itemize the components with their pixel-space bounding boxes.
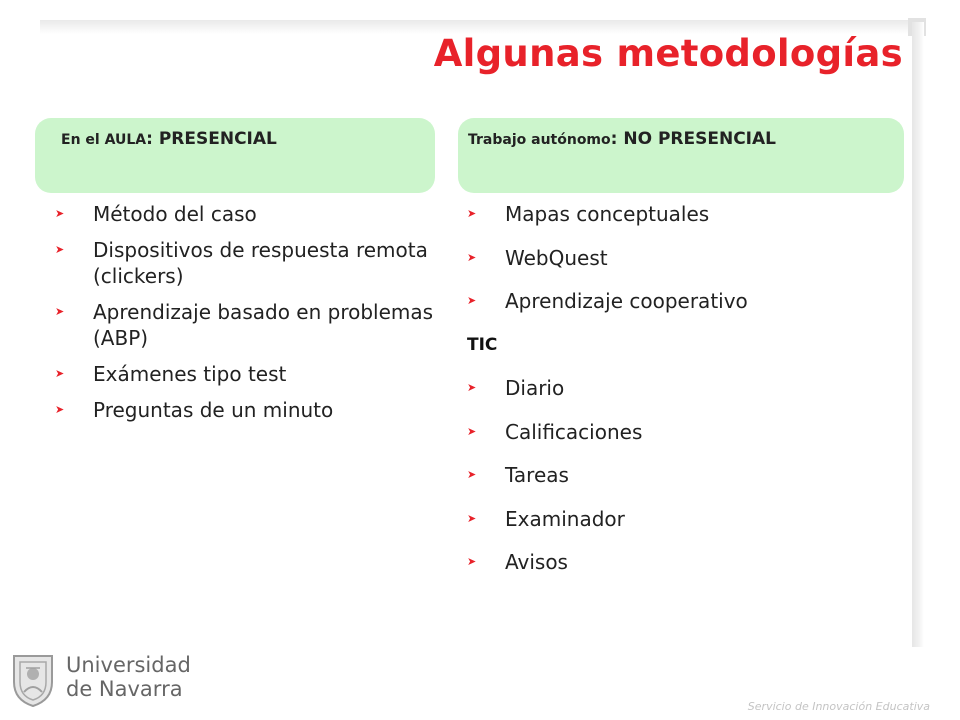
- university-seal-icon: [10, 652, 56, 708]
- right-column-header: [458, 118, 904, 193]
- footer-credit: Servicio de Innovación Educativa: [747, 700, 930, 713]
- arrowhead-bullet-icon: ➤: [55, 243, 65, 256]
- right-decorative-rule: [912, 22, 924, 647]
- arrowhead-bullet-icon: ➤: [467, 250, 477, 264]
- list-item: ➤ Examinador: [467, 506, 625, 531]
- right-method-list: [467, 201, 897, 593]
- list-item: ➤ Aprendizaje basado en problemas (ABP): [55, 300, 434, 350]
- arrowhead-bullet-icon: ➤: [55, 403, 65, 416]
- list-item: ➤ Diario: [467, 376, 565, 400]
- list-item: ➤ Dispositivos de respuesta remota (clickers): [55, 238, 428, 288]
- left-column-header: [35, 118, 435, 193]
- slide-title: Algunas metodologías: [433, 32, 903, 75]
- arrowhead-bullet-icon: ➤: [55, 207, 65, 220]
- list-item: ➤ Tareas: [467, 463, 569, 487]
- arrowhead-bullet-icon: ➤: [467, 555, 477, 568]
- logo-line-1: Universidad: [66, 653, 191, 677]
- list-item: ➤ Avisos: [467, 550, 568, 574]
- list-item: ➤ Preguntas de un minuto: [55, 398, 334, 422]
- arrowhead-bullet-icon: ➤: [467, 468, 477, 481]
- university-logo: [10, 652, 210, 710]
- tic-section-label: TIC: [467, 334, 498, 355]
- right-header-small-label: Trabajo autónomo: [468, 132, 611, 148]
- list-item: ➤ Aprendizaje cooperativo: [467, 289, 748, 313]
- arrowhead-bullet-icon: ➤: [467, 381, 477, 394]
- left-header-small-label: En el AULA: [61, 132, 147, 148]
- left-header-big-label: : PRESENCIAL: [146, 129, 277, 149]
- right-header-big-label: : NO PRESENCIAL: [610, 129, 776, 149]
- list-item: ➤ Mapas conceptuales: [467, 202, 710, 226]
- arrowhead-bullet-icon: ➤: [467, 294, 477, 307]
- arrowhead-bullet-icon: ➤: [467, 207, 477, 220]
- list-item: ➤ Calificaciones: [467, 419, 643, 444]
- arrowhead-bullet-icon: ➤: [55, 367, 65, 380]
- logo-line-2: de Navarra: [66, 677, 183, 701]
- arrowhead-bullet-icon: ➤: [55, 305, 65, 318]
- arrowhead-bullet-icon: ➤: [467, 424, 477, 438]
- list-item: ➤ WebQuest: [467, 245, 608, 270]
- left-method-list: [55, 201, 435, 433]
- arrowhead-bullet-icon: ➤: [467, 511, 477, 525]
- list-item: ➤ Exámenes tipo test: [55, 362, 287, 386]
- list-item: ➤ Método del caso: [55, 202, 257, 226]
